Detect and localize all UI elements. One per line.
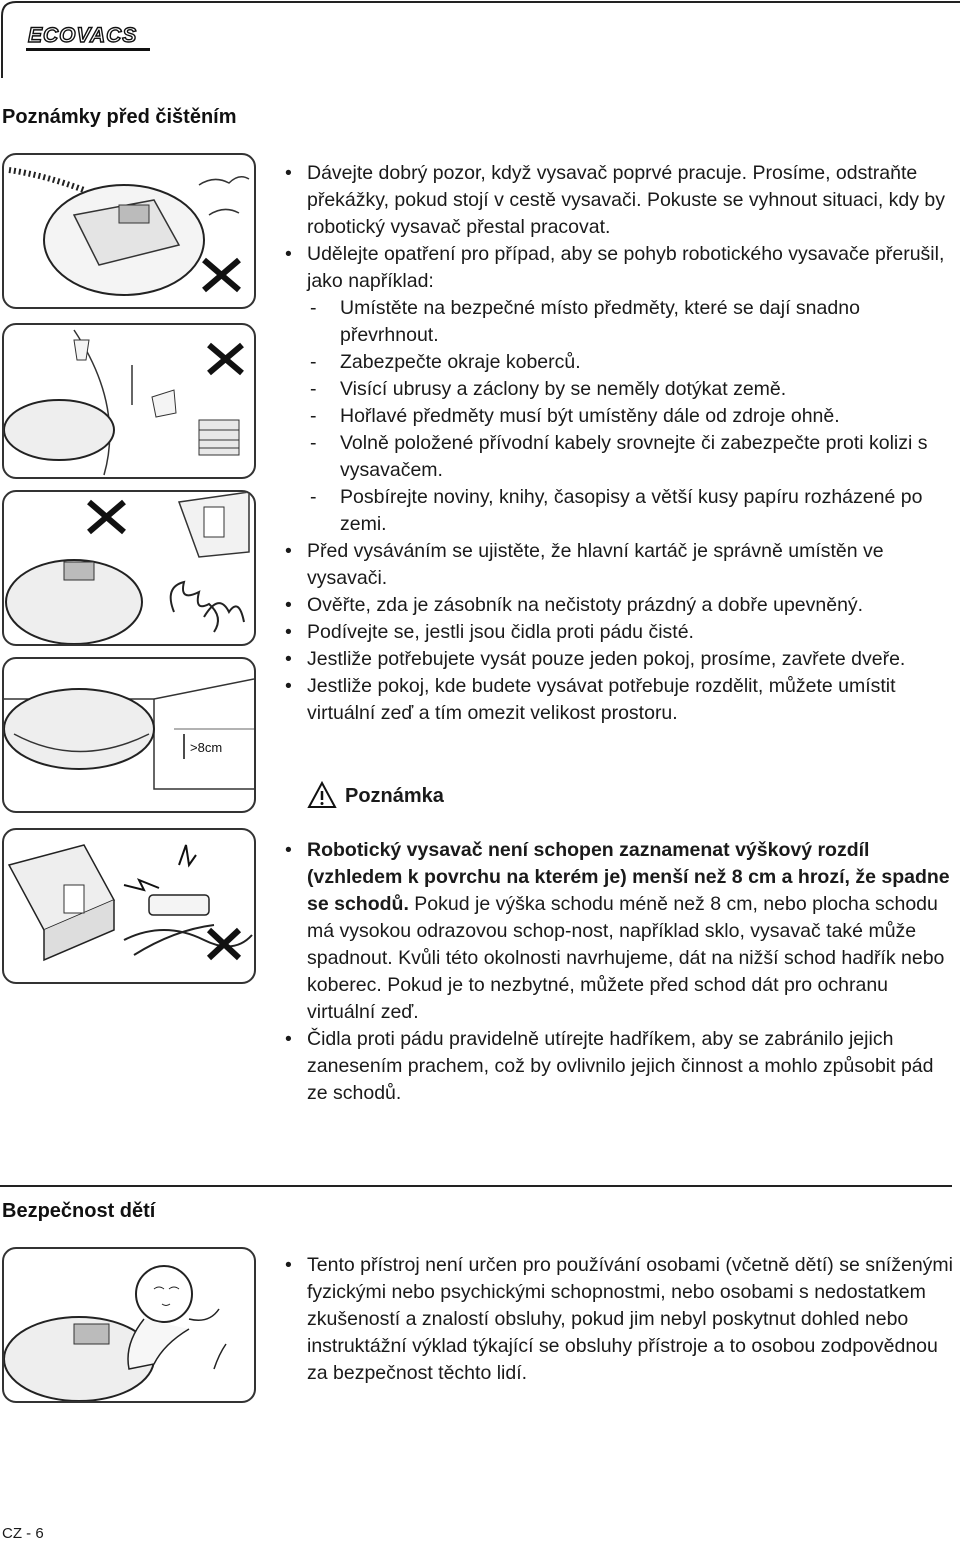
note-list [283, 837, 958, 1107]
list-item: • Před vysáváním se ujistěte, že hlavní kartáč je správně umístěn ve vysavači. [283, 538, 958, 592]
section-title-cleaning-notes: Poznámky před čištěním [2, 106, 237, 128]
list-item: • Udělejte opatření pro případ, aby se pohyb robotického vysavače přerušil, jako například: [283, 241, 958, 295]
list-item: - Umístěte na bezpečné místo předměty, které se dají snadno převrhnout. [283, 295, 958, 349]
list-item: - Hořlavé předměty musí být umístěny dále od zdroje ohně. [283, 403, 958, 430]
list-item: • Jestliže pokoj, kde budete vysávat potřebuje rozdělit, můžete umístit virtuální zeď a tím omezit velikost prostoru. [283, 673, 958, 727]
warning-icon [307, 780, 337, 810]
list-item: - Posbírejte noviny, knihy, časopisy a větší kusy papíru rozházené po zemi. [283, 484, 958, 538]
cleaning-notes-list [283, 160, 958, 727]
list-item: • Ověřte, zda je zásobník na nečistoty prázdný a dobře upevněný. [283, 592, 958, 619]
child-safety-list [283, 1252, 958, 1387]
list-item: • Tento přístroj není určen pro používání osobami (včetně dětí) se sníženými fyzickými nebo psychickými schopnostmi, nebo osobami s nedostatkem zkušeností a znalostí obsluhy, pokud jim nebyl poskytnut dohled nebo instruktážní výklad týkající se obsluhy přístroje a to osobou zodpovědnou za bezpečnost těchto lidí. [283, 1252, 958, 1387]
list-item: - Zabezpečte okraje koberců. [283, 349, 958, 376]
note-bold-text: Robotický vysavač není schopen zaznamenat výškový rozdíl (vzhledem k povrchu na kterém je) menší než 8 cm a hrozí, že spadne se schodů. [307, 839, 950, 915]
illustration-step-height [2, 657, 256, 813]
section-divider [0, 1185, 952, 1187]
section-title-child-safety: Bezpečnost dětí [2, 1200, 156, 1222]
list-item [283, 837, 958, 1026]
illustration-fire-hazard [2, 490, 256, 646]
step-height-label: >8cm [190, 740, 223, 755]
note-heading [307, 780, 444, 814]
illustration-cables [2, 828, 256, 984]
list-item: • Jestliže potřebujete vysát pouze jeden pokoj, prosíme, zavřete dveře. [283, 646, 958, 673]
list-item: • Podívejte se, jestli jsou čidla proti pádu čisté. [283, 619, 958, 646]
list-item: • Čidla proti pádu pravidelně utírejte hadříkem, aby se zabránilo jejich zanesením prachem, což by ovlivnilo jejich činnost a mohlo způsobit pád ze schodů. [283, 1026, 958, 1107]
logo-underline [26, 48, 150, 51]
list-item: - Volně položené přívodní kabely srovnejte či zabezpečte proti kolizi s vysavačem. [283, 430, 958, 484]
page-number: CZ - 6 [2, 1525, 44, 1542]
list-item: • Dávejte dobrý pozor, když vysavač poprvé pracuje. Prosíme, odstraňte překážky, pokud stojí v cestě vysavači. Pokuste se vyhnout situaci, kdy by robotický vysavač přestal pracovat. [283, 160, 958, 241]
note-title: Poznámka [345, 785, 444, 807]
header-frame [0, 0, 960, 80]
illustration-fragile-objects [2, 323, 256, 479]
ecovacs-logo: ECOVACS [28, 24, 138, 47]
note-rest-text: Pokud je výška schodu méně než 8 cm, nebo plocha schodu má vysokou odrazovou schop-nost, například sklo, vysavač také může spadnout. Kvůli této okolnosti navrhujeme, dát na nižší schod hadřík nebo koberec. Pokud je to nezbytné, můžete před schod dát pro ochranu virtuální zeď. [307, 893, 945, 1023]
illustration-child-on-robot [2, 1247, 256, 1403]
list-item: - Visící ubrusy a záclony by se neměly dotýkat země. [283, 376, 958, 403]
illustration-carpet-edge [2, 153, 256, 309]
